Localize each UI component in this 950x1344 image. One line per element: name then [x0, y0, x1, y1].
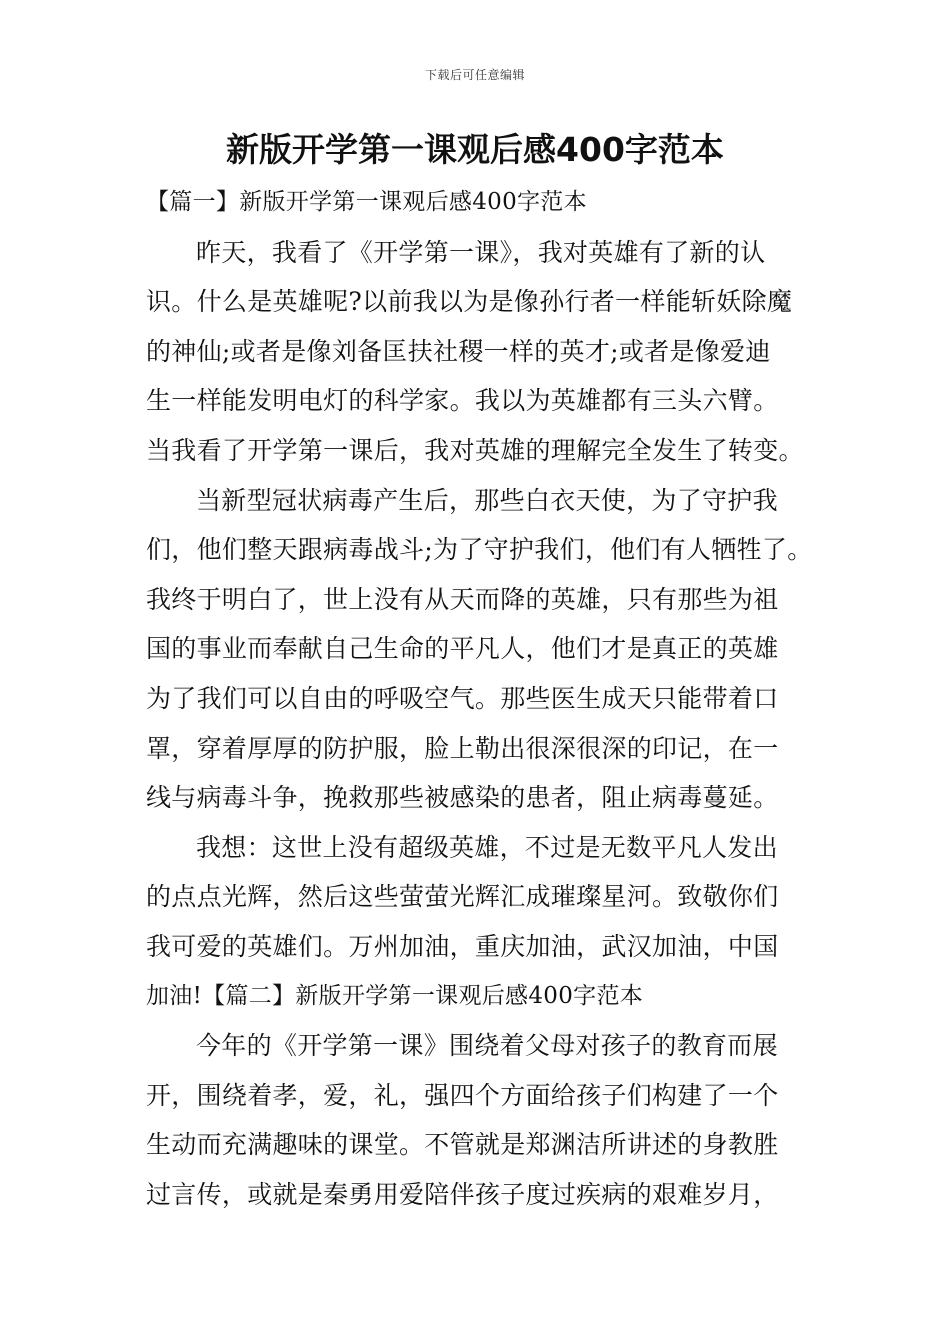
paragraph-line: 今年的《开学第一课》围绕着父母对孩子的教育而展	[196, 1031, 778, 1061]
paragraph-line: 当新型冠状病毒产生后，那些白衣天使，为了守护我	[196, 485, 778, 515]
paragraph-line: 过言传，或就是秦勇用爱陪伴孩子度过疾病的艰难岁月，	[146, 1179, 779, 1209]
document-body	[146, 178, 813, 1219]
section-heading-line: 【篇一】新版开学第一课观后感400字范本	[146, 189, 587, 215]
paragraph-line: 的神仙;或者是像刘备匡扶社稷一样的英才;或者是像爱迪	[146, 336, 771, 366]
paragraph-line: 们，他们整天跟病毒战斗;为了守护我们，他们有人牺牲了。	[146, 535, 813, 565]
paragraph-line: 线与病毒斗争，挽救那些被感染的患者，阻止病毒蔓延。	[146, 783, 779, 813]
paragraph-line: 国的事业而奉献自己生命的平凡人，他们才是真正的英雄	[146, 634, 779, 664]
document-title: 新版开学第一课观后感400字范本	[226, 130, 724, 169]
paragraph-line: 生一样能发明电灯的科学家。我以为英雄都有三头六臂。	[146, 386, 779, 416]
paragraph-line: 生动而充满趣味的课堂。不管就是郑渊洁所讲述的身教胜	[146, 1130, 779, 1160]
header-note: 下载后可任意编辑	[424, 68, 525, 82]
paragraph-line: 我可爱的英雄们。万州加油，重庆加油，武汉加油，中国	[146, 931, 779, 961]
paragraph-line: 我终于明白了，世上没有从天而降的英雄，只有那些为祖	[146, 584, 779, 614]
paragraph-line: 识。什么是英雄呢?以前我以为是像孙行者一样能斩妖除魔	[146, 287, 793, 317]
paragraph-line: 的点点光辉，然后这些萤萤光辉汇成璀璨星河。致敬你们	[146, 882, 779, 912]
section-heading-line: 加油!【篇二】新版开学第一课观后感400字范本	[146, 982, 644, 1009]
paragraph-line: 昨天，我看了《开学第一课》，我对英雄有了新的认	[196, 237, 766, 267]
paragraph-line: 我想：这世上没有超级英雄，不过是无数平凡人发出	[196, 832, 778, 862]
paragraph-line: 开，围绕着孝，爱，礼，强四个方面给孩子们构建了一个	[146, 1080, 779, 1110]
paragraph-line: 罩，穿着厚厚的防护服，脸上勒出很深很深的印记，在一	[146, 733, 779, 763]
paragraph-line: 当我看了开学第一课后，我对英雄的理解完全发生了转变。	[146, 435, 804, 465]
paragraph-line: 为了我们可以自由的呼吸空气。那些医生成天只能带着口	[146, 683, 779, 713]
